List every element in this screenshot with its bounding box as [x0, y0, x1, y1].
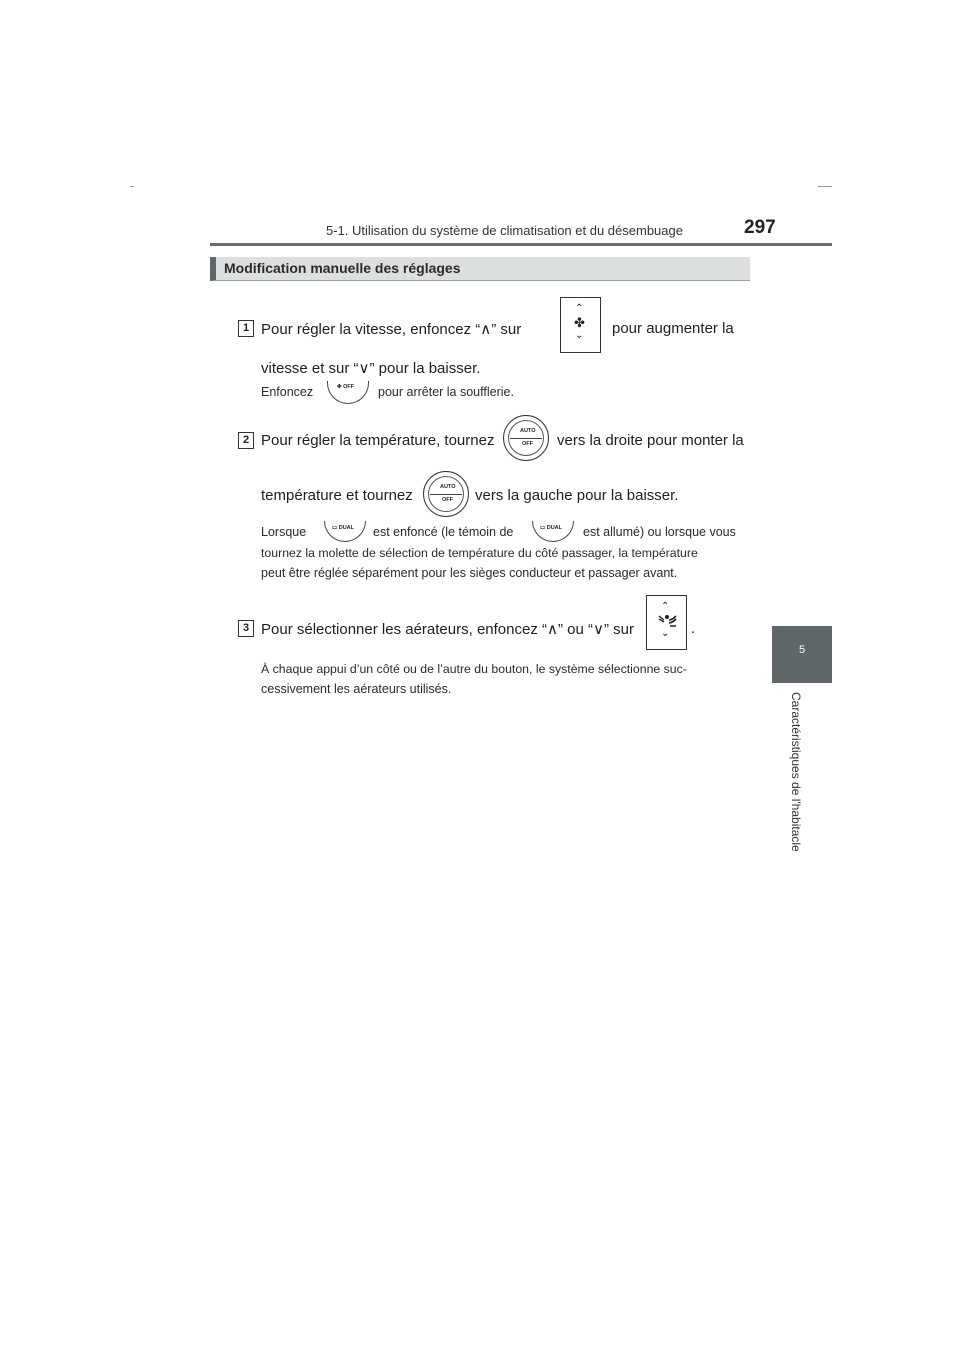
- off-label-2: OFF: [442, 497, 453, 503]
- step-number-1: 1: [238, 320, 254, 337]
- chapter-number: 5: [798, 644, 806, 656]
- step-2-line-2-end: vers la gauche pour la baisser.: [475, 487, 679, 504]
- down-symbol: ∨: [358, 360, 370, 377]
- off-label: OFF: [522, 441, 533, 447]
- air-outlet-icon: [656, 614, 678, 628]
- dual-button-icon: [324, 521, 366, 542]
- up-symbol-3: ∧: [547, 621, 558, 638]
- chevron-up-icon-3: ⌃: [661, 601, 670, 612]
- step-2-line-1-end: vers la droite pour monter la: [557, 432, 744, 449]
- section-title: Modification manuelle des réglages: [224, 260, 461, 276]
- step-3-period: .: [691, 620, 696, 637]
- step-1-note-start: Enfoncez: [261, 385, 314, 399]
- dual-label: ▭ DUAL: [332, 525, 355, 531]
- dual-button-icon-2: [532, 521, 574, 542]
- running-header: 5-1. Utilisation du système de climatisation et du désembuage: [326, 223, 683, 238]
- step-1-line-1: Pour régler la vitesse, enfoncez “∧” sur: [261, 321, 522, 338]
- down-symbol-3: ∨: [593, 621, 604, 638]
- crop-mark-right: [818, 186, 832, 187]
- auto-label: AUTO: [520, 428, 536, 434]
- step-2-note-1-b: est enfoncé (le témoin de: [373, 525, 514, 539]
- chevron-down-icon: ⌄: [575, 330, 584, 341]
- page-number: 297: [744, 217, 776, 238]
- temperature-knob-icon: [503, 415, 549, 461]
- air-outlet-button: [646, 595, 687, 650]
- step-2-note-2: tournez la molette de sélection de température du côté passager, la température: [261, 546, 698, 560]
- up-symbol: ∧: [480, 321, 492, 338]
- crop-mark-left: [130, 186, 134, 187]
- fan-off-label: ✤ OFF: [337, 384, 355, 390]
- fan-off-button: [327, 381, 369, 404]
- step-1-note-end: pour arrêter la soufflerie.: [378, 385, 514, 399]
- step-3-line-1: Pour sélectionner les aérateurs, enfoncez “∧” ou “∨” sur: [261, 621, 634, 638]
- step-1-line-2: vitesse et sur “∨” pour la baisser.: [261, 360, 481, 377]
- fan-icon: ✤: [574, 315, 585, 330]
- auto-label-2: AUTO: [440, 484, 456, 490]
- chapter-tab: [772, 626, 832, 683]
- step-number-2: 2: [238, 432, 254, 449]
- step-2-note-1-c: est allumé) ou lorsque vous: [583, 525, 736, 539]
- dual-label-2: ▭ DUAL: [540, 525, 563, 531]
- step-3-note-2: cessivement les aérateurs utilisés.: [261, 682, 452, 696]
- chevron-down-icon-3: ⌄: [661, 628, 670, 639]
- step-2-line-1-start: Pour régler la température, tournez: [261, 432, 495, 449]
- chevron-up-icon: ⌃: [575, 303, 584, 314]
- step-3-note-1: À chaque appui d’un côté ou de l’autre du bouton, le système sélectionne suc-: [261, 662, 687, 676]
- step-2-line-2-start: température et tournez: [261, 487, 413, 504]
- header-rule: [210, 243, 832, 246]
- fan-speed-button: [560, 297, 601, 353]
- temperature-knob-icon-2: [423, 471, 469, 517]
- step-2-note-1-a: Lorsque: [261, 525, 307, 539]
- chapter-label: Caractéristiques de l'habitacle: [789, 692, 803, 852]
- section-header: [210, 257, 750, 281]
- step-number-3: 3: [238, 620, 254, 637]
- step-2-note-3: peut être réglée séparément pour les sièges conducteur et passager avant.: [261, 566, 678, 580]
- step-1-line-1-end: pour augmenter la: [612, 320, 734, 337]
